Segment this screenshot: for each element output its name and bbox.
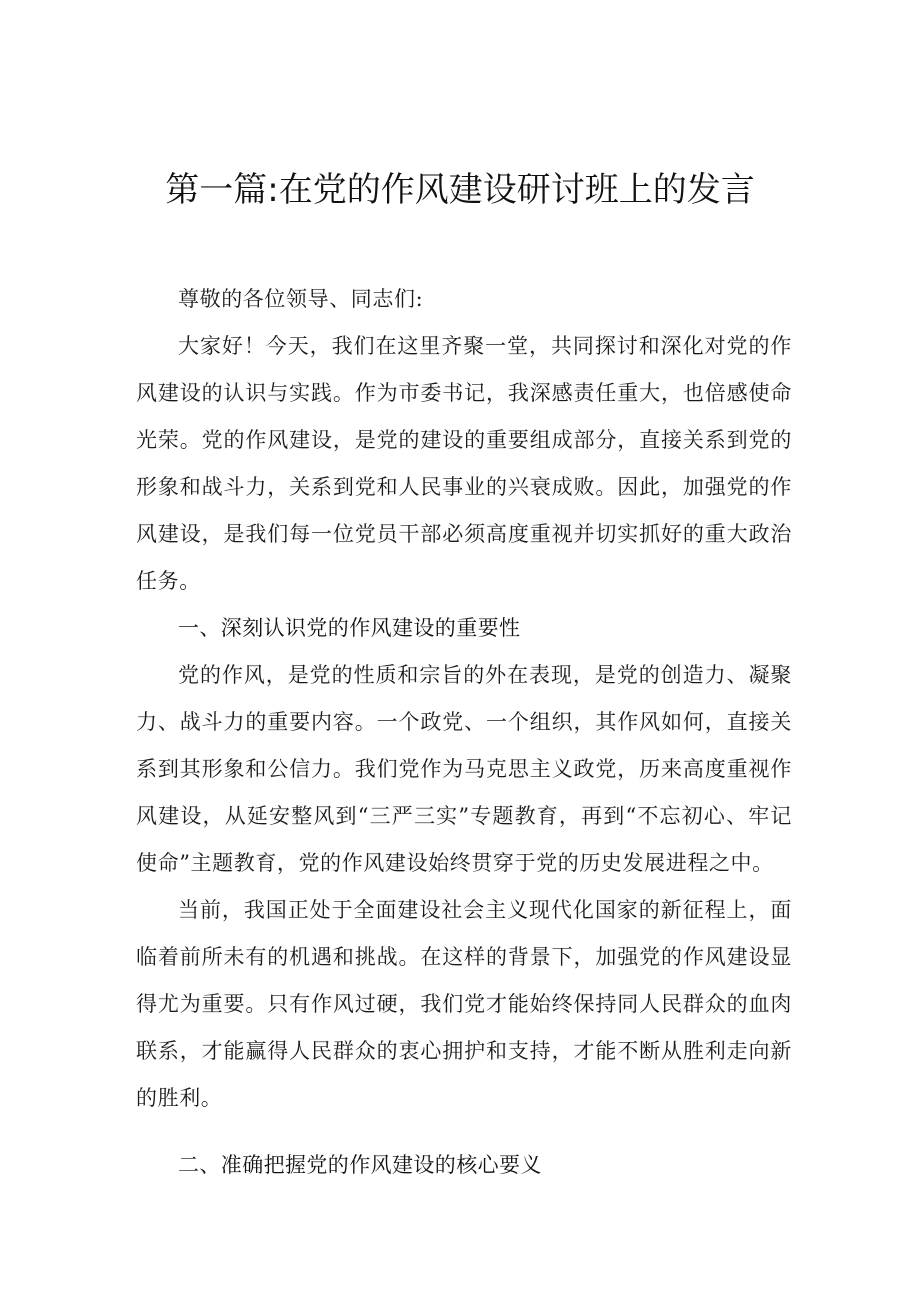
document-body [136,276,792,1189]
intro-paragraph: 大家好！今天，我们在这里齐聚一堂，共同探讨和深化对党的作风建设的认识与实践。作为市委书记，我深感责任重大，也倍感使命光荣。党的作风建设，是党的建设的重要组成部分，直接关系到党的形象和战斗力，关系到党和人民事业的兴衰成败。因此，加强党的作风建设，是我们每一位党员干部必须高度重视并切实抓好的重大政治任务。 [136,334,792,593]
document-title: 第一篇:在党的作风建设研讨班上的发言 [165,170,755,210]
section-2-heading: 二、准确把握党的作风建设的核心要义 [178,1153,542,1177]
section-1-paragraph-2: 当前，我国正处于全面建设社会主义现代化国家的新征程上，面临着前所未有的机遇和挑战。在这样的背景下，加强党的作风建设显得尤为重要。只有作风过硬，我们党才能始终保持同人民群众的血肉联系，才能赢得人民群众的衷心拥护和支持，才能不断从胜利走向新的胜利。 [136,898,792,1110]
section-1-paragraph-1: 党的作风，是党的性质和宗旨的外在表现，是党的创造力、凝聚力、战斗力的重要内容。一个政党、一个组织，其作风如何，直接关系到其形象和公信力。我们党作为马克思主义政党，历来高度重视作风建设，从延安整风到“三严三实”专题教育，再到“不忘初心、牢记使命”主题教育，党的作风建设始终贯穿于党的历史发展进程之中。 [136,663,792,875]
section-gap [136,1122,792,1142]
section-1-heading: 一、深刻认识党的作风建设的重要性 [178,616,521,640]
salutation: 尊敬的各位领导、同志们: [178,287,424,311]
